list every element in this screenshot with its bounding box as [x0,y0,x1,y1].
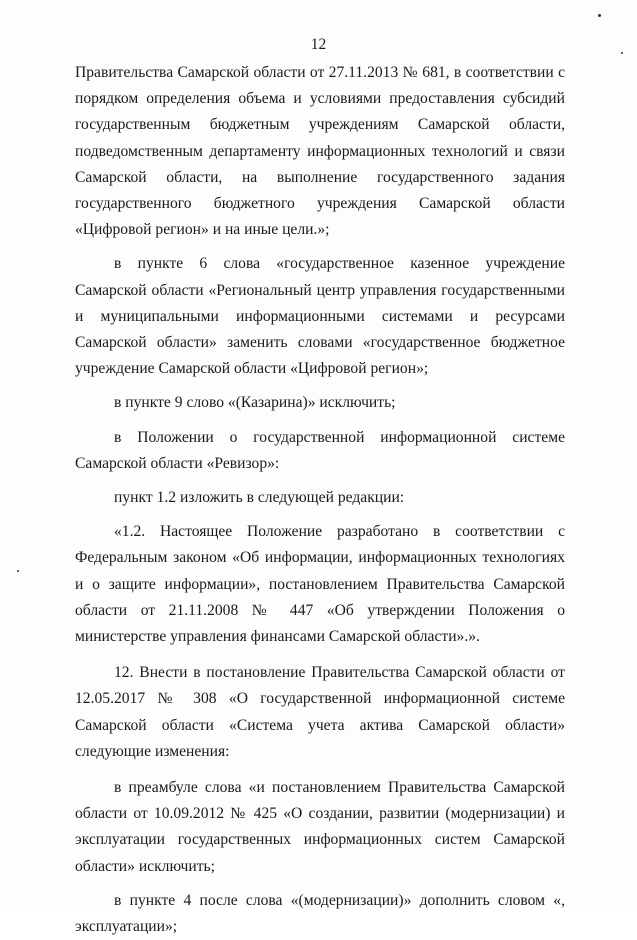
page-number: 12 [310,36,327,53]
paragraph-revizor-regulation: в Положении о государственной информационной системе Самарской области «Ревизор»: [75,428,565,472]
paragraph-preamble: в преамбуле слова «и постановлением Правительства Самарской области от 10.09.2012 № 425 «О создании, развитии (модернизации) и эксплуатации государственных информационных систем Самарской области» исключить; [75,779,565,875]
paragraph-point-1-2-text: «1.2. Настоящее Положение разработано в соответствии с Федеральным законом «Об информации, информационных технологиях и о защите информации», постановлением Правительства Самарской области от 21.11.2008 № 447 «Об утверждении Положения о министерстве управления финансами Самарской области».». [75,523,565,646]
paragraph-item-9: в пункте 9 слово «(Казарина)» исключить; [114,394,396,412]
scan-speck [621,52,623,54]
paragraph-section-12: 12. Внести в постановление Правительства Самарской области от 12.05.2017 № 308 «О государственной информационной системе Самарской области «Система учета актива Самарской области» следующие изменения: [75,664,565,760]
document-body [75,60,565,940]
scan-speck [598,14,601,17]
paragraph-item-4: в пункте 4 после слова «(модернизации)» дополнить словом «, эксплуатации»; [75,891,565,936]
paragraph-item-6: в пункте 6 слова «государственное казенное учреждение Самарской области «Региональный центр управления государственными и муниципальными информационными системами и ресурсами Самарской области» заменить словами «государственное бюджетное учреждение Самарской области «Цифровой регион»; [75,255,565,378]
scan-speck [17,570,19,572]
paragraph-point-1-2: пункт 1.2 изложить в следующей редакции: [114,489,405,507]
paragraph-continuation: Правительства Самарской области от 27.11.2013 № 681, в соответствии с порядком определения объема и условиями предоставления субсидий государственным бюджетным учреждениям Самарской области, подведомственным департаменту информационных технологий и связи Самарской области, на выполнение государственного задания государственного бюджетного учреждения Самарской области «Цифровой регион» и на иные цели.»; [75,64,565,239]
